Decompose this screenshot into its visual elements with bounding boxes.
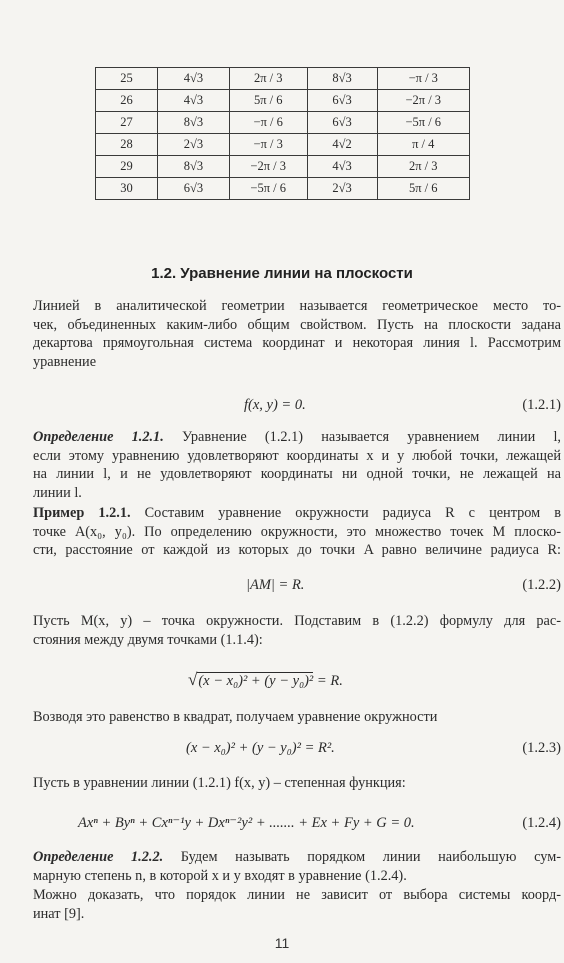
table-row	[96, 112, 470, 134]
definition-label: Определение 1.2.2.	[33, 849, 164, 865]
definition-2	[33, 848, 561, 885]
definition-1	[33, 428, 561, 502]
table-cell: π / 4	[377, 134, 469, 156]
table-cell: 6√3	[157, 178, 229, 200]
order-line-2: инат [9].	[33, 905, 85, 922]
intro-line-4: уравнение	[33, 353, 97, 370]
table-cell: 6√3	[307, 90, 377, 112]
definition-line-1: Уравнение (1.2.1) называется уравнением линии l,	[163, 429, 561, 445]
table-cell: −5π / 6	[377, 112, 469, 134]
table-cell: 28	[96, 134, 158, 156]
section-heading: 1.2. Уравнение линии на плоскости	[151, 265, 413, 282]
table-cell: 8√3	[157, 112, 229, 134]
definition-line-3: на линии l, и не удовлетворяют координаты ни одной точки, не лежащей на	[33, 466, 561, 483]
equation-number: (1.2.2)	[522, 577, 561, 593]
equation-number: (1.2.1)	[522, 397, 561, 413]
equation-expression: (x − x₀)² + (y − y₀)² = R².	[186, 740, 335, 756]
intro-line-1: Линией в аналитической геометрии называется геометрическое место то-	[33, 298, 561, 314]
substitution-line-2: стояния между двумя точками (1.1.4):	[33, 631, 263, 648]
intro-paragraph	[33, 297, 561, 371]
table-row	[96, 178, 470, 200]
table-cell: 25	[96, 68, 158, 90]
intro-line-2: чек, объединенных каким-либо общим свойством. Пусть на плоскости задана	[33, 316, 561, 333]
table-cell: 4√3	[157, 68, 229, 90]
power-function-text: Пусть в уравнении линии (1.2.1) f(x, y) – степенная функция:	[33, 775, 406, 791]
table-cell: 4√3	[307, 156, 377, 178]
table-cell: 5π / 6	[229, 90, 307, 112]
table-cell: 5π / 6	[377, 178, 469, 200]
equation-expression: |AM| = R.	[246, 577, 305, 593]
radical-sign-icon: √	[188, 670, 198, 689]
equation-number: (1.2.4)	[522, 815, 561, 831]
table-row	[96, 134, 470, 156]
table-cell: 2π / 3	[229, 68, 307, 90]
paragraph-order	[33, 886, 561, 923]
table-cell: 30	[96, 178, 158, 200]
definition-2-line-2: марную степень n, в которой x и y входят в уравнение (1.2.4).	[33, 867, 407, 884]
table-cell: −2π / 3	[377, 90, 469, 112]
table-cell: −5π / 6	[229, 178, 307, 200]
distance-rhs: = R.	[313, 673, 343, 689]
substitution-line-1: Пусть M(x, y) – точка окружности. Подставим в (1.2.2) формулу для рас-	[33, 613, 561, 629]
table-cell: 2√3	[157, 134, 229, 156]
example-label: Пример 1.2.1.	[33, 505, 131, 521]
table-row	[96, 90, 470, 112]
example-line-3: сти, расстояние от каждой из которых до точки A равно величине радиуса R:	[33, 542, 561, 559]
paragraph-power-function	[33, 774, 561, 793]
equation-number: (1.2.3)	[522, 740, 561, 756]
definition-2-line-1: Будем называть порядком линии наибольшую сум-	[163, 849, 562, 865]
table-cell: 26	[96, 90, 158, 112]
table-cell: 29	[96, 156, 158, 178]
table-cell: −π / 3	[377, 68, 469, 90]
example-paragraph	[33, 504, 561, 560]
definition-line-2: если этому уравнению удовлетворяют координаты x и y любой точки, лежащей	[33, 447, 561, 464]
variants-table	[95, 67, 470, 200]
paragraph-squaring	[33, 708, 561, 727]
table-cell: 6√3	[307, 112, 377, 134]
table-cell: −π / 6	[229, 112, 307, 134]
table-cell: −π / 3	[229, 134, 307, 156]
definition-line-4: линии l.	[33, 484, 82, 501]
table-cell: 4√3	[157, 90, 229, 112]
definition-label: Определение 1.2.1.	[33, 429, 164, 445]
radicand: (x − x₀)² + (y − y₀)²	[198, 673, 314, 689]
equation-expression: Axⁿ + Byⁿ + Cxⁿ⁻¹y + Dxⁿ⁻²y² + ....... + Ex + Fy + G = 0.	[78, 815, 415, 831]
example-line-1: Составим уравнение окружности радиуса R с центром в	[130, 505, 561, 521]
page-number: 11	[274, 935, 290, 951]
order-line-1: Можно доказать, что порядок линии не зависит от выбора системы коорд-	[33, 887, 561, 903]
squaring-text: Возводя это равенство в квадрат, получаем уравнение окружности	[33, 709, 438, 725]
table-cell: 2√3	[307, 178, 377, 200]
table-cell: 8√3	[157, 156, 229, 178]
table-cell: 27	[96, 112, 158, 134]
table-cell: −2π / 3	[229, 156, 307, 178]
table-row	[96, 68, 470, 90]
intro-line-3: декартова прямоугольная система координат и некоторая линия l. Рассмотрим	[33, 335, 561, 352]
table-cell: 2π / 3	[377, 156, 469, 178]
table-row	[96, 156, 470, 178]
table-cell: 4√2	[307, 134, 377, 156]
equation-expression: f(x, y) = 0.	[244, 397, 306, 413]
paragraph-substitution	[33, 612, 561, 649]
table-cell: 8√3	[307, 68, 377, 90]
example-line-2: точке A(x₀, y₀). По определению окружности, это множество точек M плоско-	[33, 523, 561, 540]
